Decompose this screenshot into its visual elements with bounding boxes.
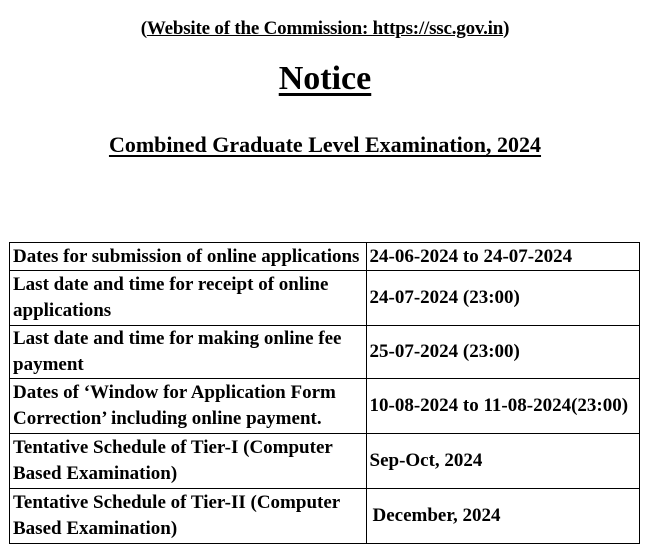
schedule-table	[9, 242, 640, 544]
commission-website-line	[0, 18, 650, 40]
row-label: Tentative Schedule of Tier-I (Computer Based Examination)	[10, 434, 367, 489]
row-value: 24-07-2024 (23:00)	[366, 271, 640, 326]
table-row	[10, 379, 640, 434]
row-value: December, 2024	[366, 489, 640, 544]
website-close-paren: )	[503, 18, 510, 39]
notice-title: Notice	[278, 60, 372, 97]
row-value: 24-06-2024 to 24-07-2024	[366, 243, 640, 271]
table-row	[10, 243, 640, 271]
table-row	[10, 489, 640, 544]
row-label: Last date and time for making online fee payment	[10, 326, 367, 379]
row-value: 10-08-2024 to 11-08-2024(23:00)	[366, 379, 640, 434]
exam-title: Combined Graduate Level Examination, 2024	[108, 132, 542, 157]
row-value: 25-07-2024 (23:00)	[366, 326, 640, 379]
row-label: Dates of ‘Window for Application Form Correction’ including online payment.	[10, 379, 367, 434]
website-open-paren: (	[140, 18, 147, 39]
row-label: Dates for submission of online applications	[10, 243, 367, 271]
row-label: Last date and time for receipt of online applications	[10, 271, 367, 326]
row-value: Sep-Oct, 2024	[366, 434, 640, 489]
table-row	[10, 271, 640, 326]
table-row	[10, 434, 640, 489]
website-text[interactable]: Website of the Commission: https://ssc.gov.in	[146, 18, 504, 39]
row-label: Tentative Schedule of Tier-II (Computer Based Examination)	[10, 489, 367, 544]
table-row	[10, 326, 640, 379]
